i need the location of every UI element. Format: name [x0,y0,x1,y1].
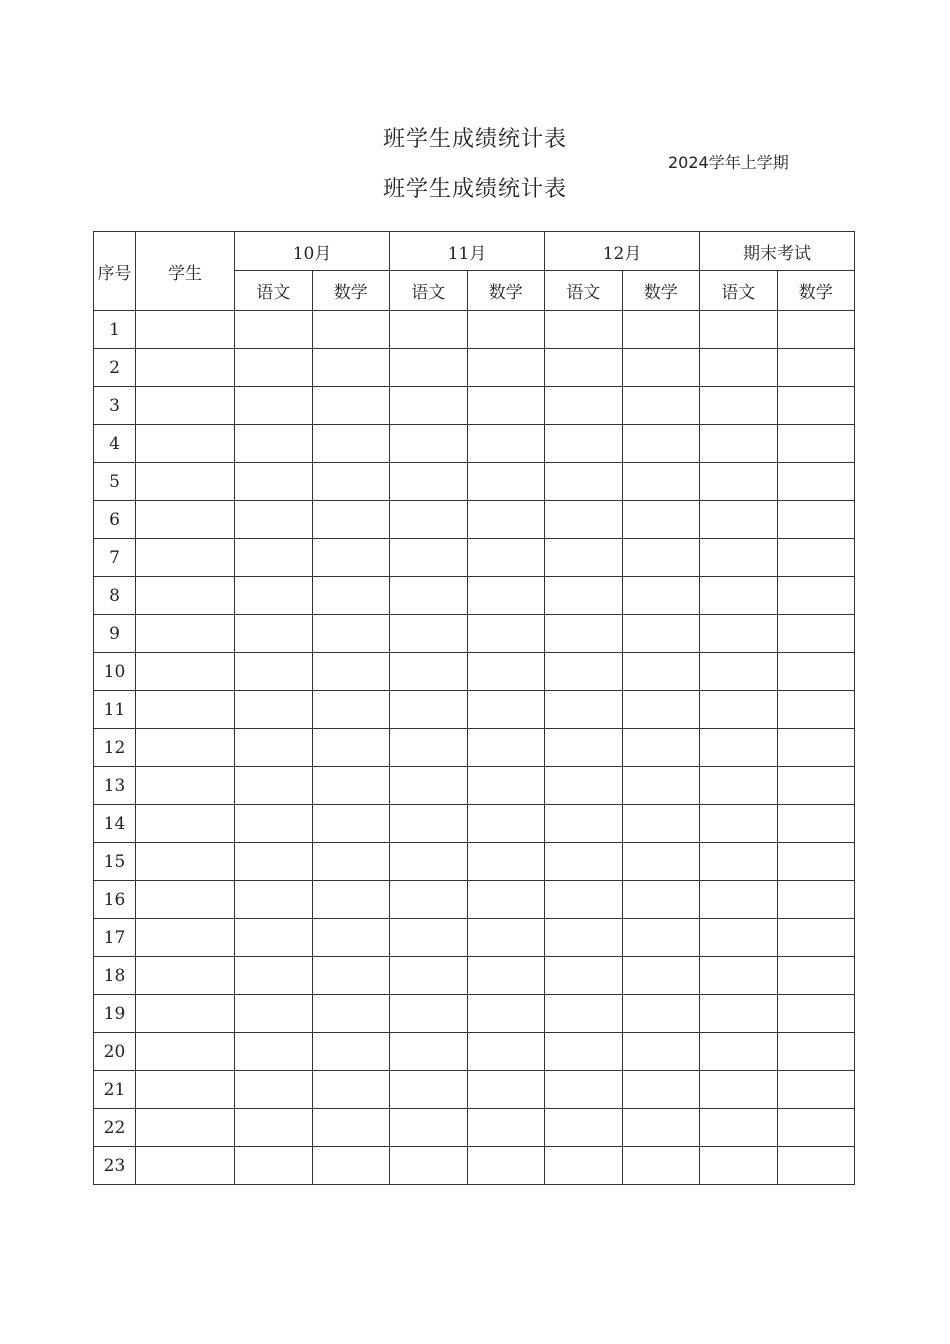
score-cell[interactable] [700,919,778,957]
score-cell[interactable] [467,615,545,653]
score-cell[interactable] [467,729,545,767]
score-cell[interactable] [312,881,390,919]
score-cell[interactable] [777,425,855,463]
student-name-cell[interactable] [136,577,235,615]
row-number: 1 [94,311,136,349]
score-cell[interactable] [622,995,700,1033]
score-cell[interactable] [777,1071,855,1109]
score-cell[interactable] [467,577,545,615]
score-cell[interactable] [390,1147,468,1185]
score-cell[interactable] [235,729,313,767]
score-cell[interactable] [777,843,855,881]
row-number: 10 [94,653,136,691]
score-cell[interactable] [390,843,468,881]
student-name-cell[interactable] [136,843,235,881]
row-number: 17 [94,919,136,957]
row-number: 4 [94,425,136,463]
table-row [94,1071,855,1109]
header-subject-math: 数学 [312,271,390,311]
score-cell[interactable] [467,843,545,881]
score-cell[interactable] [467,387,545,425]
score-cell[interactable] [312,653,390,691]
row-number: 22 [94,1109,136,1147]
score-cell[interactable] [545,729,623,767]
row-number: 11 [94,691,136,729]
table-row [94,501,855,539]
header-subject-chinese: 语文 [390,271,468,311]
header-subject-math: 数学 [777,271,855,311]
student-name-cell[interactable] [136,919,235,957]
score-cell[interactable] [622,1109,700,1147]
row-number: 23 [94,1147,136,1185]
score-cell[interactable] [235,653,313,691]
score-cell[interactable] [390,995,468,1033]
score-cell[interactable] [390,691,468,729]
score-cell[interactable] [700,1071,778,1109]
score-cell[interactable] [467,881,545,919]
score-cell[interactable] [622,729,700,767]
score-cell[interactable] [467,995,545,1033]
score-cell[interactable] [390,1033,468,1071]
score-cell[interactable] [700,691,778,729]
score-cell[interactable] [235,501,313,539]
score-cell[interactable] [777,653,855,691]
header-final-exam: 期末考试 [700,232,855,271]
score-cell[interactable] [622,1147,700,1185]
row-number: 20 [94,1033,136,1071]
score-cell[interactable] [622,539,700,577]
score-cell[interactable] [777,805,855,843]
table-row [94,425,855,463]
score-cell[interactable] [700,577,778,615]
header-subject-chinese: 语文 [545,271,623,311]
score-cell[interactable] [622,843,700,881]
table-row [94,957,855,995]
student-name-cell[interactable] [136,1033,235,1071]
row-number: 6 [94,501,136,539]
student-name-cell[interactable] [136,615,235,653]
score-cell[interactable] [235,843,313,881]
score-cell[interactable] [467,311,545,349]
score-cell[interactable] [235,539,313,577]
score-cell[interactable] [312,349,390,387]
student-name-cell[interactable] [136,1071,235,1109]
table-row [94,539,855,577]
score-cell[interactable] [622,387,700,425]
score-cell[interactable] [312,957,390,995]
header-october: 10月 [235,232,390,271]
term-label: 2024学年上学期 [668,153,789,172]
row-number: 5 [94,463,136,501]
table-row [94,995,855,1033]
student-name-cell[interactable] [136,653,235,691]
score-cell[interactable] [312,1071,390,1109]
score-cell[interactable] [545,1109,623,1147]
student-name-cell[interactable] [136,349,235,387]
score-cell[interactable] [235,1109,313,1147]
score-cell[interactable] [545,919,623,957]
score-cell[interactable] [467,463,545,501]
row-number: 7 [94,539,136,577]
score-cell[interactable] [312,919,390,957]
student-name-cell[interactable] [136,805,235,843]
score-cell[interactable] [390,311,468,349]
student-name-cell[interactable] [136,425,235,463]
score-cell[interactable] [235,805,313,843]
score-cell[interactable] [312,615,390,653]
table-row [94,349,855,387]
score-cell[interactable] [545,691,623,729]
score-cell[interactable] [777,615,855,653]
score-cell[interactable] [545,767,623,805]
score-cell[interactable] [312,691,390,729]
table-row [94,653,855,691]
grades-table [93,231,855,1185]
score-cell[interactable] [622,1071,700,1109]
score-cell[interactable] [700,995,778,1033]
score-cell[interactable] [545,501,623,539]
row-number: 18 [94,957,136,995]
score-cell[interactable] [700,425,778,463]
student-name-cell[interactable] [136,767,235,805]
score-cell[interactable] [700,311,778,349]
score-cell[interactable] [777,995,855,1033]
score-cell[interactable] [312,995,390,1033]
score-cell[interactable] [235,1147,313,1185]
score-cell[interactable] [700,843,778,881]
score-cell[interactable] [622,805,700,843]
table-row [94,1147,855,1185]
score-cell[interactable] [467,1033,545,1071]
score-cell[interactable] [312,539,390,577]
score-cell[interactable] [777,767,855,805]
score-cell[interactable] [777,463,855,501]
table-row [94,843,855,881]
student-name-cell[interactable] [136,311,235,349]
score-cell[interactable] [700,957,778,995]
row-number: 15 [94,843,136,881]
table-row [94,691,855,729]
score-cell[interactable] [390,1071,468,1109]
score-cell[interactable] [777,1109,855,1147]
student-name-cell[interactable] [136,1147,235,1185]
header-subject-chinese: 语文 [235,271,313,311]
table-row [94,577,855,615]
score-cell[interactable] [235,615,313,653]
score-cell[interactable] [235,577,313,615]
score-cell[interactable] [467,919,545,957]
score-cell[interactable] [545,957,623,995]
document-subtitle: 班学生成绩统计表 [382,177,567,202]
score-cell[interactable] [235,387,313,425]
score-cell[interactable] [390,615,468,653]
score-cell[interactable] [235,1071,313,1109]
student-name-cell[interactable] [136,995,235,1033]
score-cell[interactable] [235,691,313,729]
table-row [94,1033,855,1071]
score-cell[interactable] [312,463,390,501]
row-number: 8 [94,577,136,615]
score-cell[interactable] [545,881,623,919]
table-row [94,387,855,425]
score-cell[interactable] [312,729,390,767]
score-cell[interactable] [622,957,700,995]
score-cell[interactable] [235,311,313,349]
score-cell[interactable] [777,1033,855,1071]
score-cell[interactable] [700,615,778,653]
score-cell[interactable] [622,881,700,919]
score-cell[interactable] [700,501,778,539]
score-cell[interactable] [777,1147,855,1185]
score-cell[interactable] [312,1147,390,1185]
score-cell[interactable] [622,311,700,349]
score-cell[interactable] [700,881,778,919]
score-cell[interactable] [467,539,545,577]
score-cell[interactable] [700,653,778,691]
score-cell[interactable] [622,577,700,615]
score-cell[interactable] [390,881,468,919]
header-row-months [94,232,855,271]
student-name-cell[interactable] [136,463,235,501]
header-december: 12月 [545,232,700,271]
score-cell[interactable] [467,1071,545,1109]
score-cell[interactable] [545,843,623,881]
table-row [94,1109,855,1147]
score-cell[interactable] [390,349,468,387]
header-no: 序号 [94,232,136,311]
score-cell[interactable] [545,995,623,1033]
score-cell[interactable] [700,349,778,387]
score-cell[interactable] [777,691,855,729]
student-name-cell[interactable] [136,501,235,539]
score-cell[interactable] [390,767,468,805]
score-cell[interactable] [312,311,390,349]
score-cell[interactable] [545,615,623,653]
score-cell[interactable] [777,387,855,425]
score-cell[interactable] [312,1109,390,1147]
student-name-cell[interactable] [136,1109,235,1147]
table-row [94,463,855,501]
score-cell[interactable] [700,1109,778,1147]
score-cell[interactable] [467,653,545,691]
score-cell[interactable] [467,501,545,539]
score-cell[interactable] [545,1071,623,1109]
score-cell[interactable] [235,1033,313,1071]
score-cell[interactable] [312,843,390,881]
score-cell[interactable] [545,1033,623,1071]
score-cell[interactable] [390,387,468,425]
header-subject-math: 数学 [622,271,700,311]
score-cell[interactable] [622,691,700,729]
score-cell[interactable] [545,349,623,387]
score-cell[interactable] [622,919,700,957]
score-cell[interactable] [467,767,545,805]
score-cell[interactable] [390,425,468,463]
row-number: 21 [94,1071,136,1109]
score-cell[interactable] [467,425,545,463]
score-cell[interactable] [622,463,700,501]
score-cell[interactable] [700,539,778,577]
score-cell[interactable] [777,919,855,957]
score-cell[interactable] [390,805,468,843]
table-row [94,311,855,349]
score-cell[interactable] [235,919,313,957]
score-cell[interactable] [622,501,700,539]
student-name-cell[interactable] [136,691,235,729]
score-cell[interactable] [312,425,390,463]
row-number: 19 [94,995,136,1033]
document-title: 班学生成绩统计表 [382,127,567,152]
table-row [94,729,855,767]
table-row [94,767,855,805]
student-name-cell[interactable] [136,387,235,425]
score-cell[interactable] [235,957,313,995]
table-row [94,805,855,843]
score-cell[interactable] [390,653,468,691]
score-cell[interactable] [777,957,855,995]
row-number: 14 [94,805,136,843]
score-cell[interactable] [312,501,390,539]
score-cell[interactable] [777,539,855,577]
score-cell[interactable] [777,881,855,919]
score-cell[interactable] [622,1033,700,1071]
score-cell[interactable] [777,729,855,767]
score-cell[interactable] [700,1147,778,1185]
score-cell[interactable] [777,349,855,387]
row-number: 16 [94,881,136,919]
score-cell[interactable] [390,539,468,577]
header-subject-math: 数学 [467,271,545,311]
score-cell[interactable] [390,729,468,767]
row-number: 3 [94,387,136,425]
score-cell[interactable] [390,919,468,957]
score-cell[interactable] [312,577,390,615]
score-cell[interactable] [700,729,778,767]
score-cell[interactable] [622,653,700,691]
score-cell[interactable] [700,805,778,843]
score-cell[interactable] [545,425,623,463]
row-number: 13 [94,767,136,805]
score-cell[interactable] [545,653,623,691]
score-cell[interactable] [390,577,468,615]
score-cell[interactable] [312,1033,390,1071]
score-cell[interactable] [622,349,700,387]
score-cell[interactable] [777,501,855,539]
score-cell[interactable] [235,425,313,463]
table-row [94,919,855,957]
score-cell[interactable] [545,1147,623,1185]
score-cell[interactable] [312,805,390,843]
score-cell[interactable] [777,577,855,615]
score-cell[interactable] [545,577,623,615]
score-cell[interactable] [545,539,623,577]
row-number: 9 [94,615,136,653]
score-cell[interactable] [467,1109,545,1147]
header-student: 学生 [136,232,235,311]
score-cell[interactable] [312,767,390,805]
student-name-cell[interactable] [136,539,235,577]
score-cell[interactable] [390,501,468,539]
score-cell[interactable] [700,1033,778,1071]
score-cell[interactable] [467,805,545,843]
table-row [94,615,855,653]
score-cell[interactable] [622,615,700,653]
score-cell[interactable] [467,349,545,387]
student-name-cell[interactable] [136,957,235,995]
row-number: 2 [94,349,136,387]
score-cell[interactable] [622,767,700,805]
score-cell[interactable] [235,463,313,501]
score-cell[interactable] [235,881,313,919]
score-cell[interactable] [312,387,390,425]
score-cell[interactable] [467,957,545,995]
score-cell[interactable] [235,995,313,1033]
score-cell[interactable] [777,311,855,349]
student-name-cell[interactable] [136,881,235,919]
score-cell[interactable] [545,463,623,501]
score-cell[interactable] [545,311,623,349]
row-number: 12 [94,729,136,767]
score-cell[interactable] [390,1109,468,1147]
score-cell[interactable] [390,957,468,995]
score-cell[interactable] [545,387,623,425]
score-cell[interactable] [545,805,623,843]
score-cell[interactable] [622,425,700,463]
student-name-cell[interactable] [136,729,235,767]
header-november: 11月 [390,232,545,271]
score-cell[interactable] [700,463,778,501]
score-cell[interactable] [235,349,313,387]
score-cell[interactable] [700,387,778,425]
score-cell[interactable] [700,767,778,805]
score-cell[interactable] [390,463,468,501]
score-cell[interactable] [467,1147,545,1185]
score-cell[interactable] [467,691,545,729]
table-row [94,881,855,919]
score-cell[interactable] [235,767,313,805]
header-subject-chinese: 语文 [700,271,778,311]
